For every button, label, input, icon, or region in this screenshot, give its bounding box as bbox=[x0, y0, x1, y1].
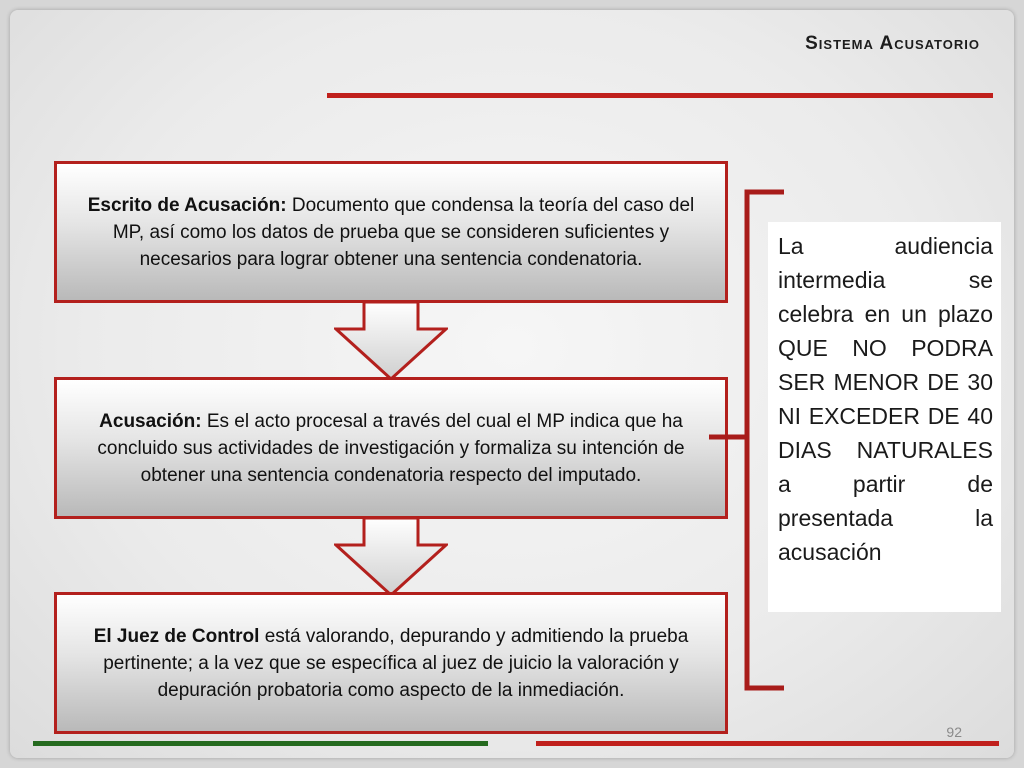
flow-box-body: Es el acto procesal a través del cual el MP indica que ha concluido sus actividades de investigación y formaliza su intención de obtener una sentencia condenatoria respecto del imputado. bbox=[97, 410, 685, 486]
page-number: 92 bbox=[946, 724, 962, 740]
flow-box-label: Escrito de Acusación: bbox=[87, 194, 287, 216]
flow-box-text bbox=[73, 192, 709, 273]
down-arrow-icon bbox=[334, 301, 448, 381]
footer-rule-green bbox=[33, 741, 488, 746]
flow-box-label: Acusación: bbox=[99, 410, 202, 432]
flow-box-escrito-de-acusacion bbox=[54, 161, 728, 303]
note-box: La audiencia intermedia se celebra en un plazo QUE NO PODRA SER MENOR DE 30 NI EXCEDER DE 40 DIAS NATURALES a partir de presentada la acusación bbox=[768, 222, 1001, 612]
flow-box-acusacion bbox=[54, 377, 728, 519]
down-arrow-icon bbox=[334, 517, 448, 597]
flow-box-label: El Juez de Control bbox=[93, 625, 260, 647]
flow-box-text bbox=[73, 408, 709, 489]
flow-box-text bbox=[73, 623, 709, 704]
footer-rule-red bbox=[536, 741, 999, 746]
title-underline bbox=[327, 93, 993, 98]
flow-box-body: está valorando, depurando y admitiendo la prueba pertinente; a la vez que se específica al juez de juicio la valoración y depuración probatoria como aspecto de la inmediación. bbox=[103, 625, 689, 701]
slide-title: Sistema Acusatorio bbox=[805, 33, 980, 54]
flow-box-juez-de-control bbox=[54, 592, 728, 734]
flow-box-body: Documento que condensa la teoría del caso del MP, así como los datos de prueba que se consideren suficientes y necesarios para lograr obtener una sentencia condenatoria. bbox=[112, 194, 695, 270]
